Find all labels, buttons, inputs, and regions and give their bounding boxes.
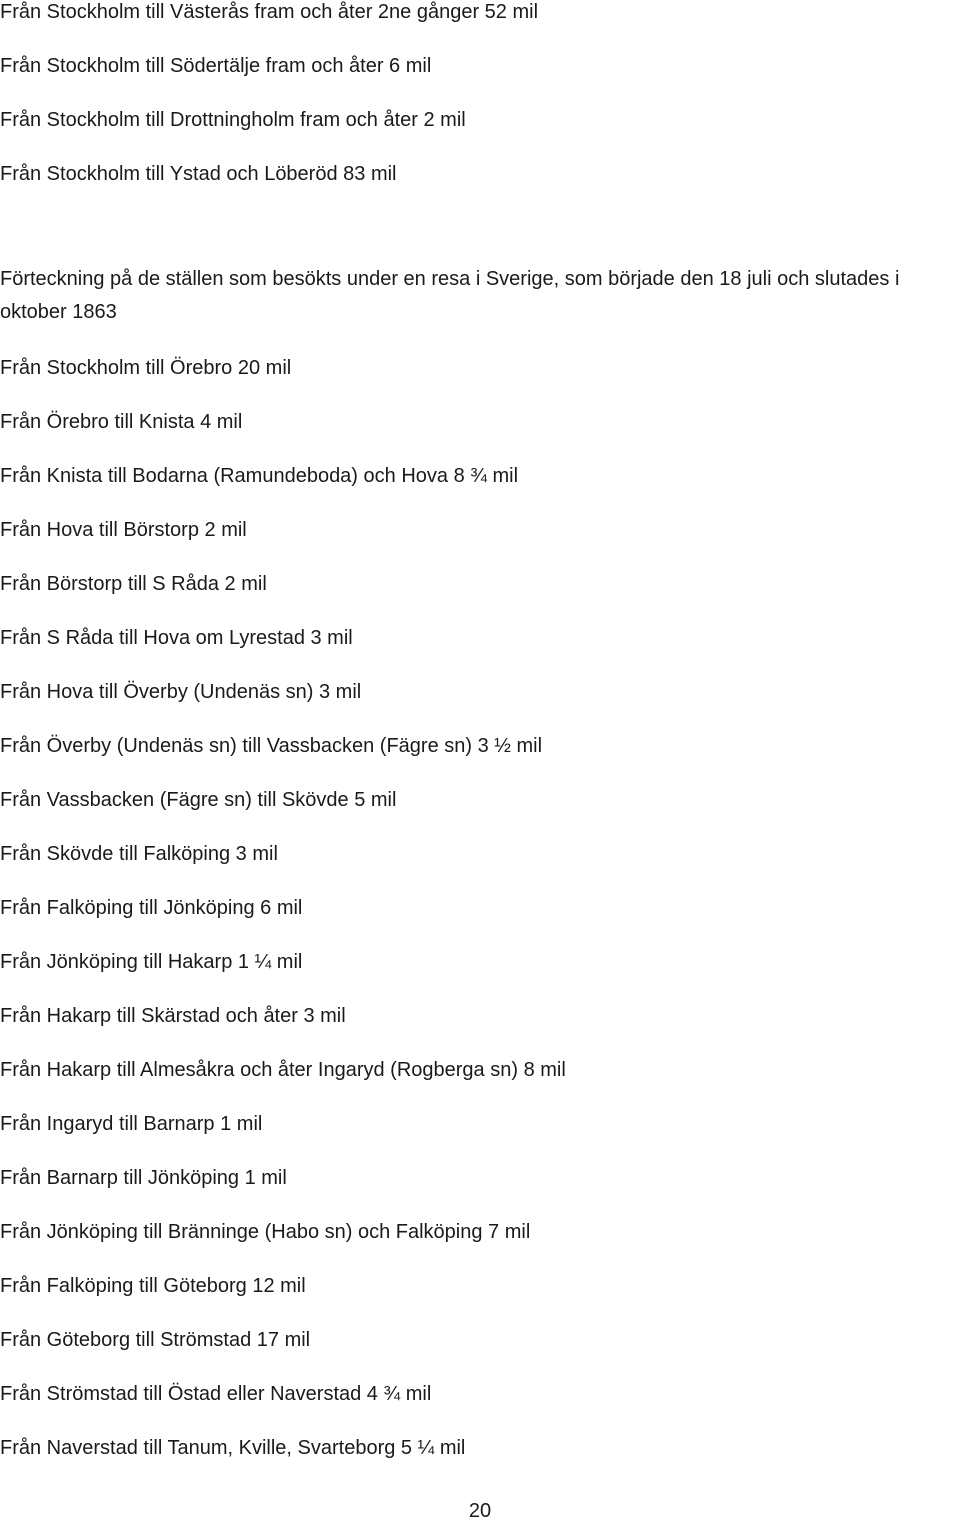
list-item: Från Strömstad till Östad eller Naverstad 4 ¾ mil xyxy=(0,1383,432,1405)
list-item: Från Ingaryd till Barnarp 1 mil xyxy=(0,1113,263,1135)
list-item: Från Naverstad till Tanum, Kville, Svarteborg 5 ¼ mil xyxy=(0,1437,466,1459)
list-item: Från Börstorp till S Råda 2 mil xyxy=(0,573,267,595)
section-heading: Förteckning på de ställen som besökts under en resa i Sverige, som började den 18 juli och slutades i oktober 1863 xyxy=(0,268,900,323)
list-item: Från Knista till Bodarna (Ramundeboda) och Hova 8 ¾ mil xyxy=(0,465,519,487)
list-item: Från Hakarp till Skärstad och åter 3 mil xyxy=(0,1005,346,1027)
text-line: Från Stockholm till Västerås fram och åter 2ne gånger 52 mil xyxy=(0,1,539,23)
list-item: Från Hova till Börstorp 2 mil xyxy=(0,519,247,541)
list-item: Från Falköping till Göteborg 12 mil xyxy=(0,1275,306,1297)
list-item: Från Jönköping till Bränninge (Habo sn) och Falköping 7 mil xyxy=(0,1221,531,1243)
list-item: Från Örebro till Knista 4 mil xyxy=(0,411,243,433)
list-item: Från Hakarp till Almesåkra och åter Ingaryd (Rogberga sn) 8 mil xyxy=(0,1059,566,1081)
list-item: Från Falköping till Jönköping 6 mil xyxy=(0,897,303,919)
text-line: Från Stockholm till Drottningholm fram och åter 2 mil xyxy=(0,109,466,131)
list-item: Från S Råda till Hova om Lyrestad 3 mil xyxy=(0,627,353,649)
list-item: Från Göteborg till Strömstad 17 mil xyxy=(0,1329,311,1351)
list-item: Från Stockholm till Örebro 20 mil xyxy=(0,357,292,379)
list-item: Från Hova till Överby (Undenäs sn) 3 mil xyxy=(0,681,362,703)
list-item: Från Skövde till Falköping 3 mil xyxy=(0,843,278,865)
list-item: Från Vassbacken (Fägre sn) till Skövde 5 mil xyxy=(0,789,397,811)
text-line: Från Stockholm till Ystad och Löberöd 83 mil xyxy=(0,163,397,185)
text-line: Från Stockholm till Södertälje fram och åter 6 mil xyxy=(0,55,432,77)
list-item: Från Överby (Undenäs sn) till Vassbacken (Fägre sn) 3 ½ mil xyxy=(0,735,543,757)
list-item: Från Jönköping till Hakarp 1 ¼ mil xyxy=(0,951,303,973)
page-number: 20 xyxy=(468,1500,492,1522)
list-item: Från Barnarp till Jönköping 1 mil xyxy=(0,1167,287,1189)
